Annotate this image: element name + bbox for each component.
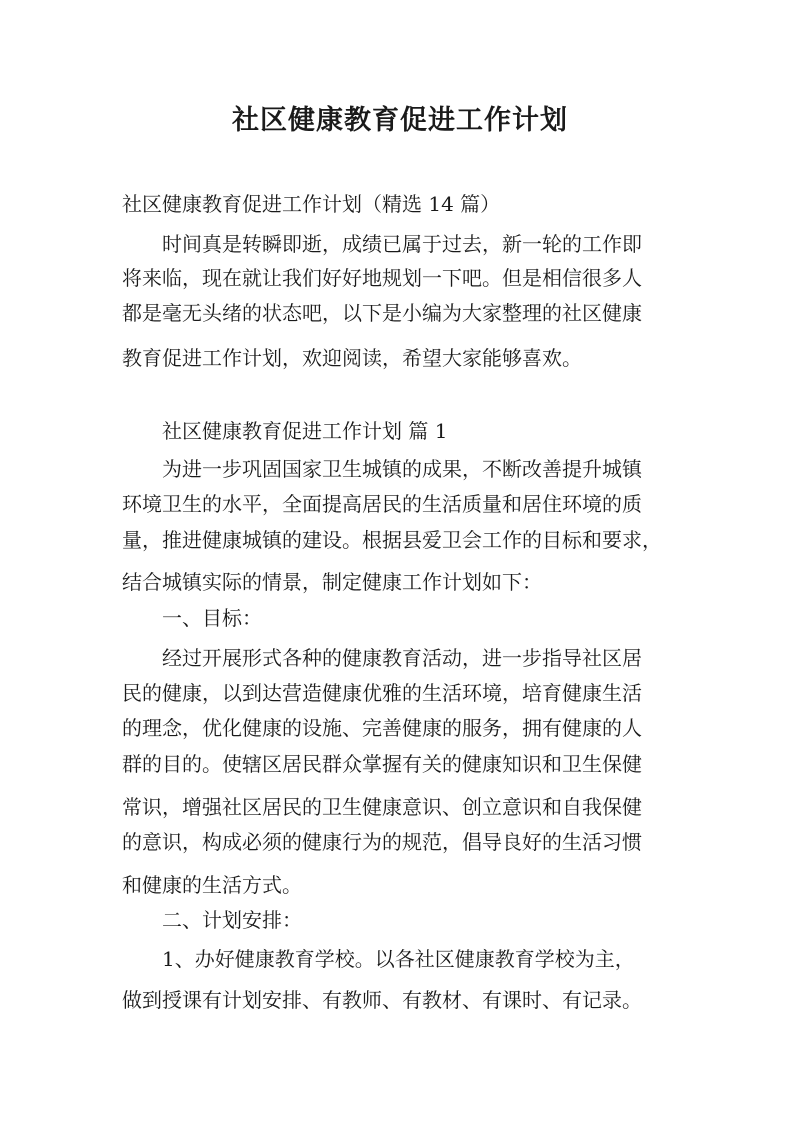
intro-line: 时间真是转瞬即逝，成绩已属于过去，新一轮的工作即 [162, 232, 642, 256]
document-title: 社区健康教育促进工作计划 [232, 105, 568, 136]
document-subtitle: 社区健康教育促进工作计划（精选 14 篇） [122, 192, 501, 216]
para1-line: 环境卫生的水平，全面提高居民的生活质量和居住环境的质 [122, 492, 642, 516]
para1-line: 量，推进健康城镇的建设。根据县爱卫会工作的目标和要求， [122, 528, 662, 552]
intro-line: 都是毫无头绪的状态吧，以下是小编为大家整理的社区健康 [122, 301, 642, 325]
para2-line: 的理念，优化健康的设施、完善健康的服务，拥有健康的人 [122, 716, 642, 740]
heading-goal: 一、目标： [162, 606, 262, 630]
intro-line: 将来临，现在就让我们好好地规划一下吧。但是相信很多人 [122, 266, 642, 290]
para3-line: 1、办好健康教育学校。以各社区健康教育学校为主， [162, 947, 635, 971]
para1-line: 结合城镇实际的情景，制定健康工作计划如下： [122, 570, 542, 594]
para2-line: 民的健康，以到达营造健康优雅的生活环境，培育健康生活 [122, 681, 642, 705]
heading-plan: 二、计划安排： [162, 908, 302, 932]
para3-line: 做到授课有计划安排、有教师、有教材、有课时、有记录。 [122, 988, 642, 1012]
para2-line: 经过开展形式各种的健康教育活动，进一步指导社区居 [162, 646, 642, 670]
intro-line: 教育促进工作计划，欢迎阅读，希望大家能够喜欢。 [122, 346, 582, 370]
section-heading: 社区健康教育促进工作计划 篇 1 [162, 419, 448, 443]
para2-line: 常识，增强社区居民的卫生健康意识、创立意识和自我保健 [122, 795, 642, 819]
para2-line: 和健康的生活方式。 [122, 873, 302, 897]
para2-line: 群的目的。使辖区居民群众掌握有关的健康知识和卫生保健 [122, 752, 642, 776]
para1-line: 为进一步巩固国家卫生城镇的成果，不断改善提升城镇 [162, 457, 642, 481]
para2-line: 的意识，构成必须的健康行为的规范，倡导良好的生活习惯 [122, 830, 642, 854]
